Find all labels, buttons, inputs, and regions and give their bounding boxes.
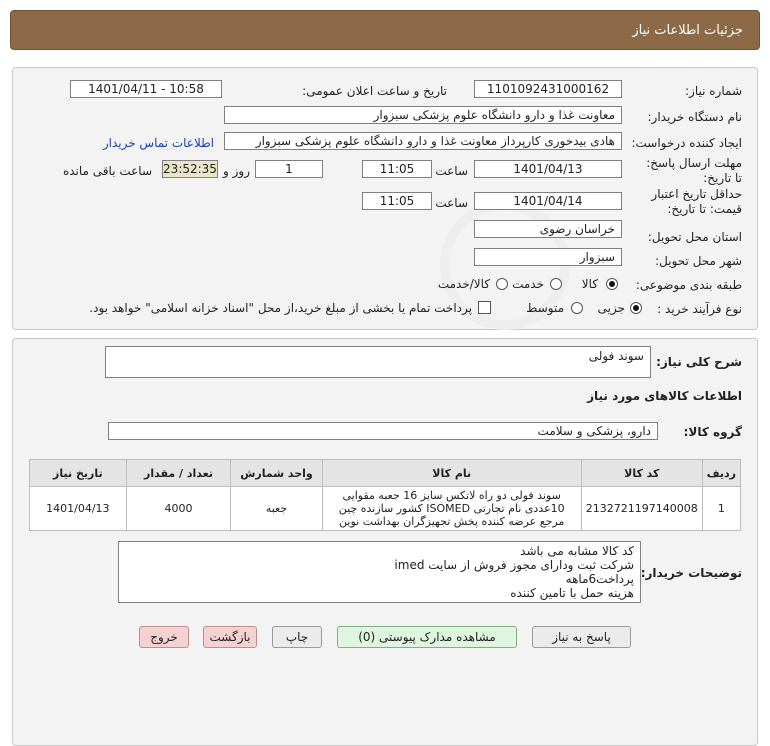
buyer-notes-label: توضیحات خریدار:	[640, 566, 742, 580]
cell-unit: جعبه	[231, 487, 322, 531]
goods-group-label: گروه کالا:	[683, 425, 742, 439]
reply-button[interactable]: پاسخ به نیاز	[532, 626, 631, 648]
remaining-time-field: 23:52:35	[163, 162, 217, 176]
price-validity-time-field: 11:05	[362, 192, 432, 210]
items-table-header	[30, 460, 741, 487]
reply-days-label: روز و	[223, 164, 250, 178]
city-label: شهر محل تحویل:	[655, 254, 742, 268]
description-label: شرح کلی نیاز:	[656, 355, 742, 369]
buyer-note-line: هزینه حمل با تامین کننده	[510, 586, 634, 600]
buyer-notes-field	[118, 541, 641, 603]
cell-row: 1	[702, 487, 740, 531]
category-option-service: خدمت	[512, 277, 544, 291]
treasury-checkbox[interactable]	[478, 301, 491, 314]
treasury-note: پرداخت تمام یا بخشی از مبلغ خرید،از محل "اسناد خزانه اسلامی" خواهد بود.	[89, 301, 472, 315]
exit-button[interactable]: خروج	[139, 626, 189, 648]
buyer-contact-link[interactable]: اطلاعات تماس خریدار	[102, 136, 214, 150]
back-button[interactable]: بازگشت	[203, 626, 257, 648]
cell-date: 1401/04/13	[30, 487, 127, 531]
print-button[interactable]: چاپ	[272, 626, 322, 648]
buyer-org-field: معاونت غذا و دارو دانشگاه علوم پزشکی سبزوار	[224, 106, 622, 124]
purchase-type-label: نوع فرآیند خرید :	[657, 302, 742, 316]
price-validity-date-field: 1401/04/14	[474, 192, 622, 210]
remaining-time-label: ساعت باقی مانده	[62, 164, 152, 178]
category-option-goods: کالا	[581, 277, 598, 291]
reply-time-label: ساعت	[435, 164, 468, 178]
col-unit: واحد شمارش	[231, 460, 322, 487]
col-code: کد کالا	[581, 460, 702, 487]
need-number-field: 1101092431000162	[474, 80, 622, 98]
cell-qty: 4000	[126, 487, 231, 531]
items-table	[29, 459, 741, 531]
city-field: سبزوار	[474, 248, 622, 266]
buyer-note-line: شرکت ثبت ودارای مجوز فروش از سایت imed	[394, 558, 634, 572]
attachments-button[interactable]: مشاهده مدارک پیوستی (0)	[337, 626, 517, 648]
category-radio-goods-service[interactable]	[496, 278, 508, 290]
need-number-label: شماره نیاز:	[685, 84, 742, 98]
goods-section-title: اطلاعات کالاهای مورد نیاز	[587, 389, 742, 403]
announce-field: 1401/04/11 - 10:58	[70, 80, 222, 98]
page-title: جزئیات اطلاعات نیاز	[632, 23, 743, 38]
purchase-option-minor: جزیی	[597, 301, 625, 315]
buyer-org-label: نام دستگاه خریدار:	[647, 110, 742, 124]
category-label: طبقه بندی موضوعی:	[635, 278, 742, 292]
reply-time-field: 11:05	[362, 160, 432, 178]
price-validity-time-label: ساعت	[435, 196, 468, 210]
creator-label: ایجاد کننده درخواست:	[631, 136, 742, 150]
cell-code: 2132721197140008	[581, 487, 702, 531]
cell-name: سوند فولی دو راه لاتکس سایز 16 جعبه مقوایی 10عددی نام تجارتی ISOMED کشور سازنده چین مرجع عرضه کننده پخش تجهیزگران بهداشت نوین	[322, 487, 581, 531]
creator-field: هادی بیدخوری کارپرداز معاونت غذا و دارو دانشگاه علوم پزشکی سبزوار	[224, 132, 622, 150]
province-field: خراسان رضوی	[474, 220, 622, 238]
col-row: ردیف	[702, 460, 740, 487]
page-header	[10, 10, 760, 50]
reply-deadline-label: مهلت ارسال پاسخ: تا تاریخ:	[646, 156, 742, 185]
buyer-note-line: کد کالا مشابه می باشد	[520, 544, 634, 558]
purchase-radio-minor[interactable]	[630, 302, 642, 314]
purchase-option-medium: متوسط	[526, 301, 564, 315]
col-qty: تعداد / مقدار	[126, 460, 231, 487]
buyer-note-line: پرداخت6ماهه	[565, 572, 634, 586]
price-validity-label: حداقل تاریخ اعتبار قیمت: تا تاریخ:	[651, 187, 742, 216]
description-field: سوند فولی	[105, 346, 651, 378]
purchase-radio-medium[interactable]	[571, 302, 583, 314]
col-date: تاریخ نیاز	[30, 460, 127, 487]
reply-date-field: 1401/04/13	[474, 160, 622, 178]
table-row	[30, 487, 741, 531]
reply-days-field: 1	[255, 160, 323, 178]
province-label: استان محل تحویل:	[647, 230, 742, 244]
col-name: نام کالا	[322, 460, 581, 487]
category-radio-goods[interactable]	[606, 278, 618, 290]
category-option-goods-service: کالا/خدمت	[437, 277, 490, 291]
announce-label: تاریخ و ساعت اعلان عمومی:	[302, 84, 447, 98]
goods-group-field: دارو، پزشکی و سلامت	[108, 422, 658, 440]
category-radio-service[interactable]	[550, 278, 562, 290]
